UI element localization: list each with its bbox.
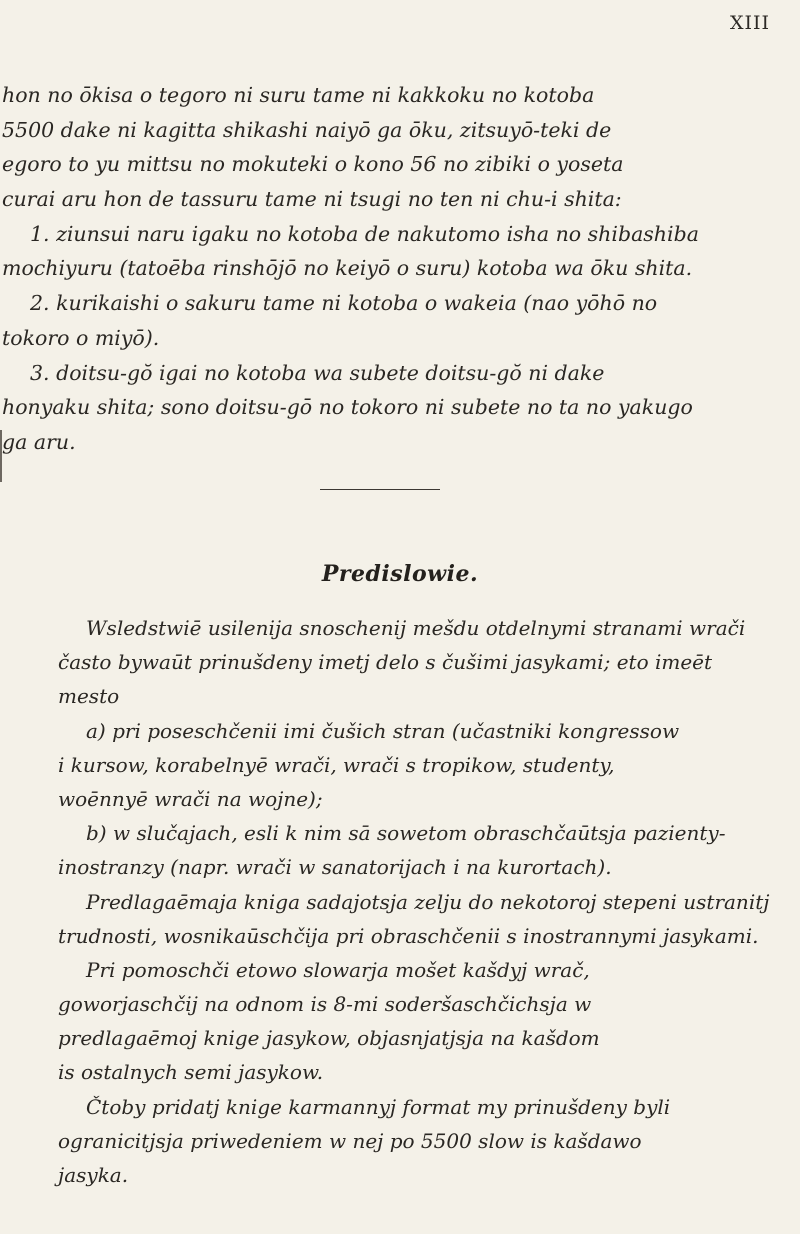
text-line: goworjaschčij na odnom is 8-mi soderšaschčichsja w [58,992,592,1017]
text-line: Pri pomoschči etowo slowarja mošet kašdyj wrač, [86,957,590,982]
text-line: ogranicitjsja priwedeniem w nej po 5500 slow is kašdawo [58,1128,642,1153]
text-line: Čtoby pridatj knige karmannyj format my prinušdeny byli [86,1094,671,1119]
text-line: trudnosti, wosnikaūschčija pri obraschčenii s inostrannymi jasykami. [58,923,759,948]
text-line: tokoro o miyō). [2,325,160,350]
text-line: často bywaūt prinušdeny imetj delo s čušimi jasykami; eto imeēt [58,650,713,675]
text-line: mochiyuru (tatoēba rinshōjō no keiyō o suru) kotoba wa ōku shita. [2,256,693,281]
text-line: Wsledstwiē usilenija snoschenij mešdu otdelnymi stranami wrači [86,616,746,640]
text-line: predlagaēmoj knige jasykow, objasnjatjsja na kašdom [58,1026,600,1051]
text-line: 3. doitsu-gŏ igai no kotoba wa subete doitsu-gŏ ni dake [30,360,605,385]
text-line: 5500 dake ni kagitta shikashi naiyō ga ōku, zitsuyō-teki de [2,117,612,142]
text-line: curai aru hon de tassuru tame ni tsugi no ten ni chu-i shita: [2,187,622,212]
text-line: hon no ōkisa o tegoro ni suru tame ni kakkoku no kotoba [2,83,595,107]
text-line: 1. ziunsui naru igaku no kotoba de nakutomo isha no shibashiba [30,221,699,246]
section-title: Predislowie. [321,561,479,587]
text-line: i kursow, korabelnyē wrači, wrači s tropikow, studenty, [58,752,615,777]
text-line: is ostalnych semi jasykow. [58,1060,324,1085]
text-line: egoro to yu mittsu no mokuteki o kono 56 no zibiki o yoseta [2,152,624,177]
page-number: XIII [729,12,770,34]
japanese-preface-text [2,78,777,460]
text-line: inostranzy (napr. wrači w sanatorijach i na kurortach). [58,855,612,880]
text-line: mesto [58,684,120,709]
text-line: a) pri poseschčenii imi čušich stran (učastniki kongressow [86,718,680,743]
text-line: jasyka. [58,1163,129,1187]
section-divider [320,489,440,490]
russian-preface-text [58,611,778,1192]
margin-rule [0,430,2,482]
text-line: Predlagaēmaja kniga sadajotsja zelju do nekotoroj stepeni ustranitj [86,889,770,914]
text-line: b) w slučajach, esli k nim sā sowetom obraschčaūtsja pazienty- [86,821,726,846]
text-line: 2. kurikaishi o sakuru tame ni kotoba o wakeia (nao yōhō no [30,291,658,316]
text-line: ga aru. [2,429,76,454]
text-line: honyaku shita; sono doitsu-gō no tokoro ni subete no ta no yakugo [2,395,693,420]
text-line: woēnnyē wrači na wojne); [58,786,323,811]
